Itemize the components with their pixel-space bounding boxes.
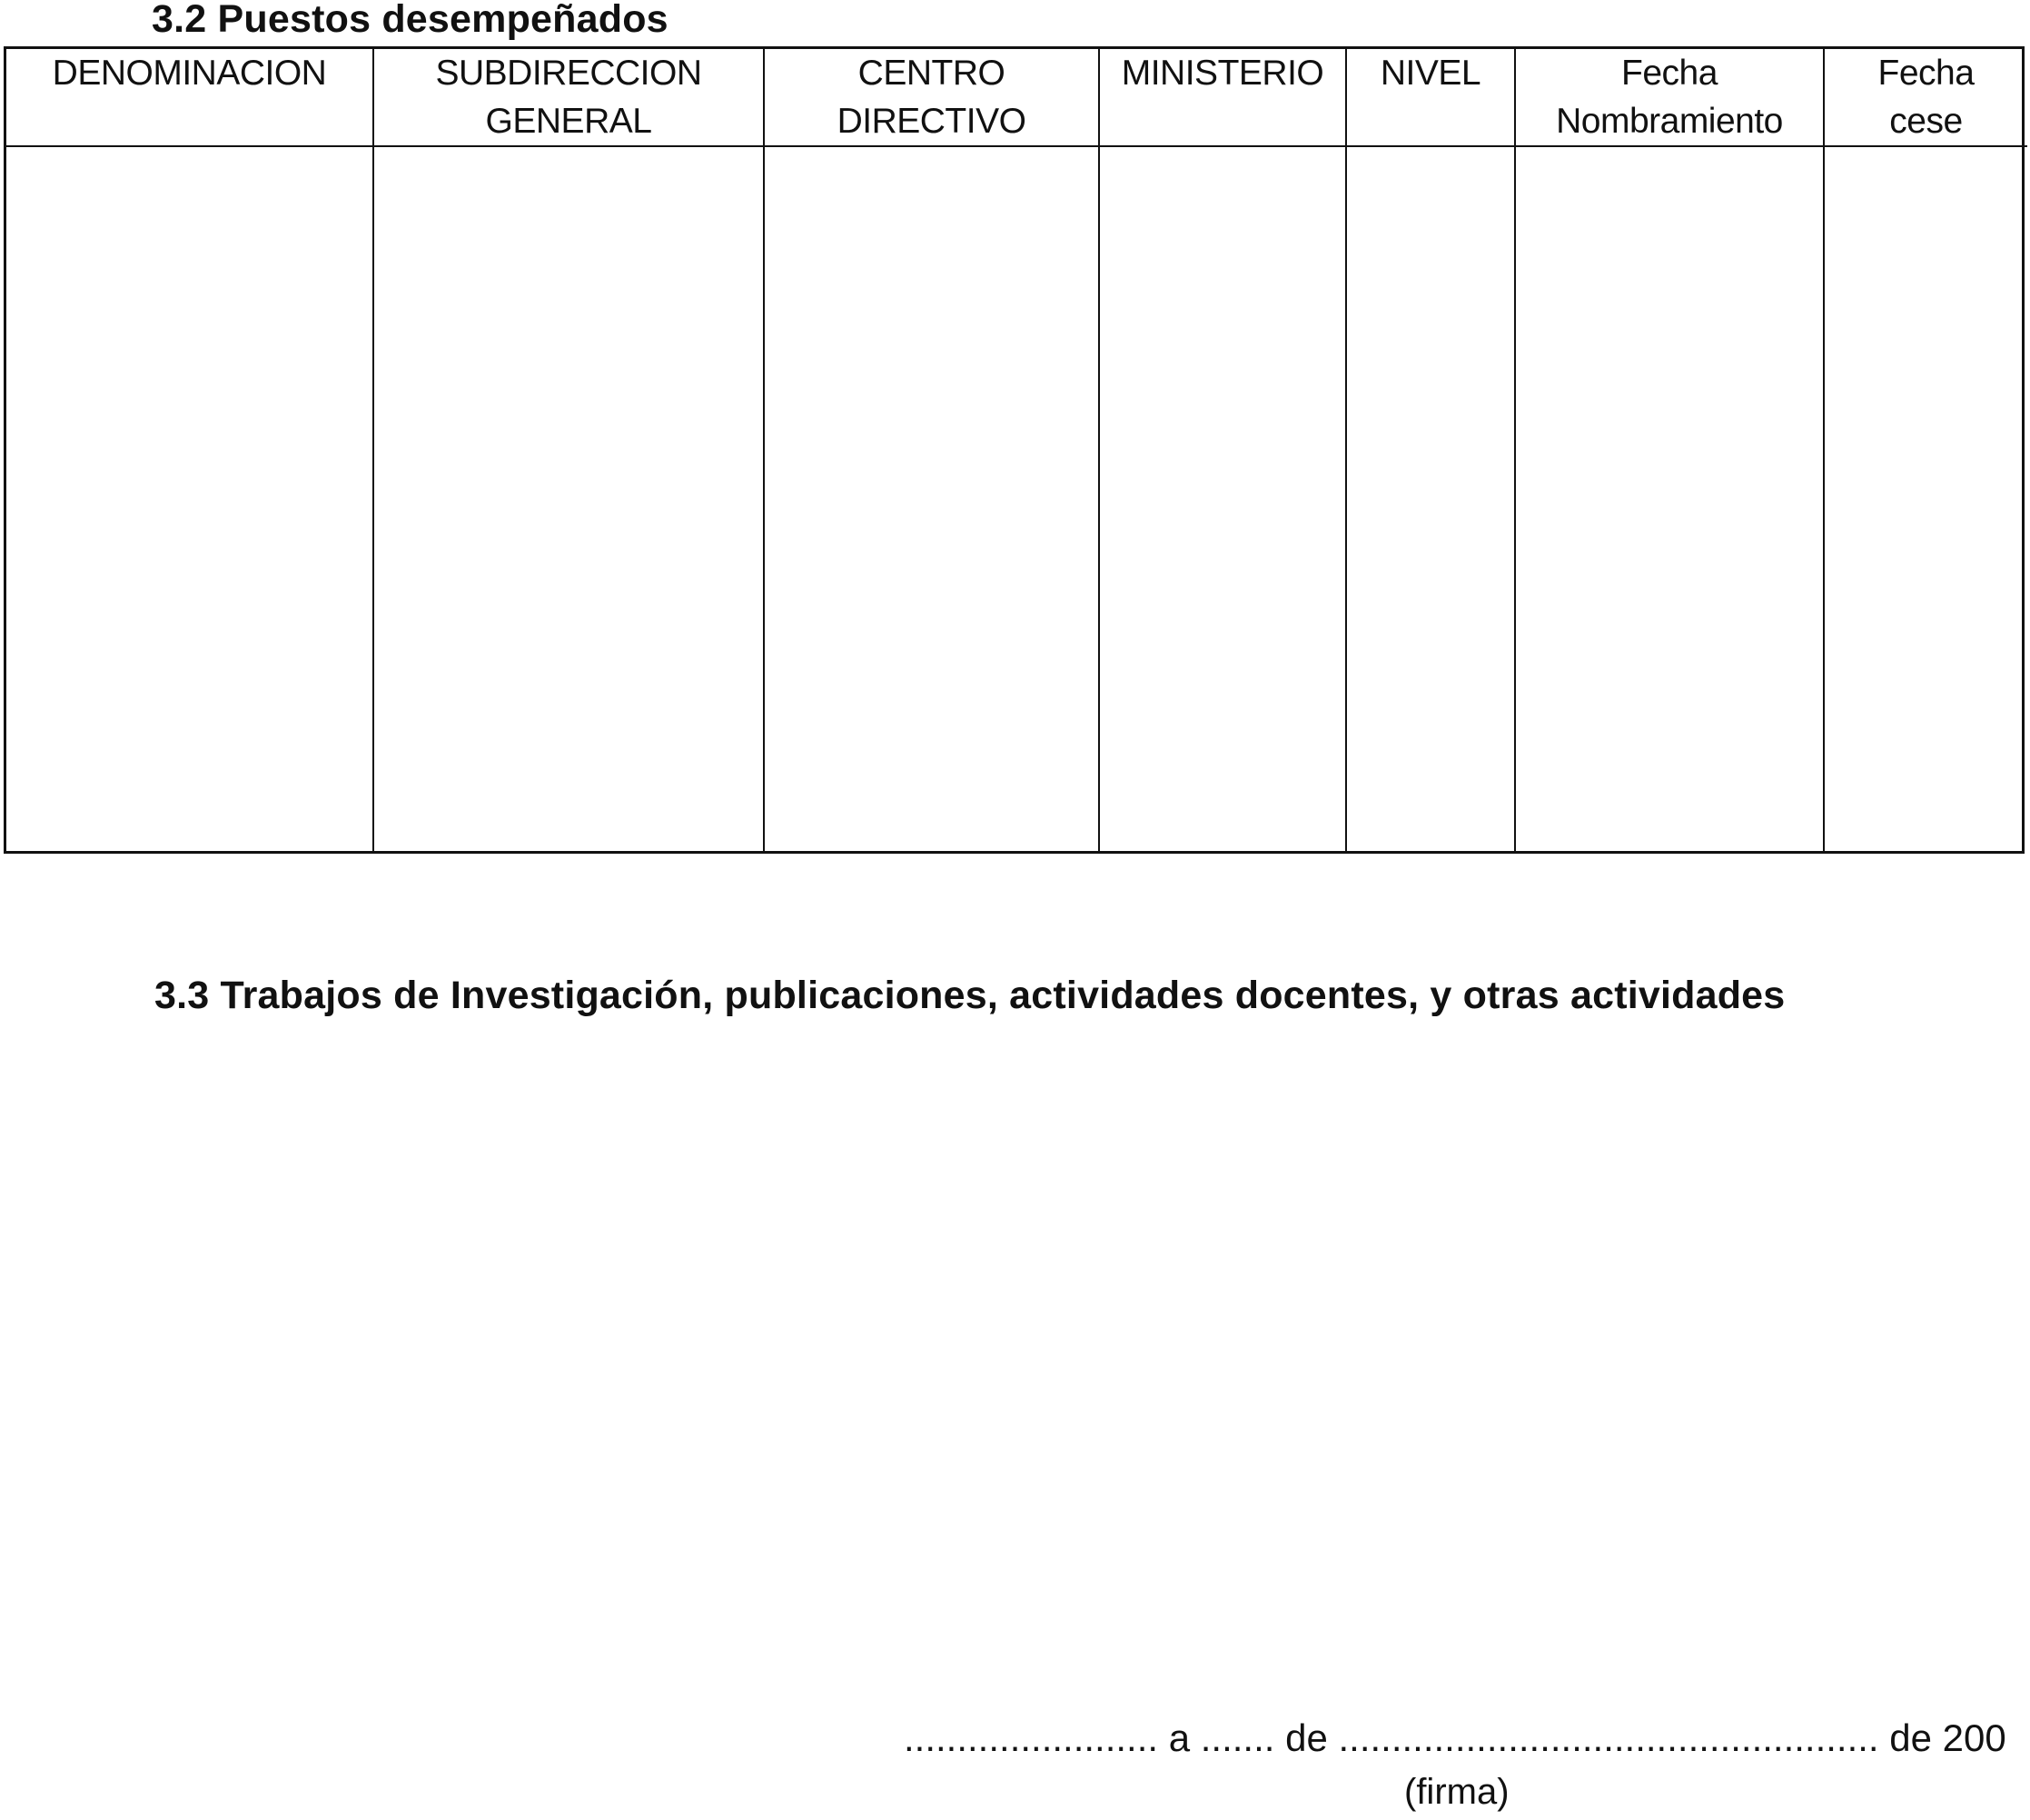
header-fecha-nombramiento: Fecha Nombramiento <box>1515 49 1824 146</box>
header-subdireccion-general: SUBDIRECCION GENERAL <box>373 49 764 146</box>
cell-denominacion[interactable] <box>6 146 373 851</box>
header-ministerio: MINISTERIO <box>1099 49 1346 146</box>
cell-subdireccion-general[interactable] <box>373 146 764 851</box>
section-3-3-title: 3.3 Trabajos de Investigación, publicaciones, actividades docentes, y otras actividades <box>154 974 1786 1017</box>
cell-ministerio[interactable] <box>1099 146 1346 851</box>
signature-date-line: ........................ a ....... de ................................................... de 200 <box>904 1716 2006 1759</box>
cell-nivel[interactable] <box>1346 146 1515 851</box>
section-3-2-title: 3.2 Puestos desempeñados <box>152 0 668 41</box>
header-denominacion: DENOMINACION <box>6 49 373 146</box>
header-fecha-cese: Fecha cese <box>1824 49 2027 146</box>
cell-centro-directivo[interactable] <box>764 146 1099 851</box>
puestos-table-frame <box>4 46 2025 854</box>
puestos-table <box>6 49 2027 851</box>
signature-label: (firma) <box>1404 1772 1510 1812</box>
table-row <box>6 146 2027 851</box>
table-header-row <box>6 49 2027 146</box>
cell-fecha-cese[interactable] <box>1824 146 2027 851</box>
cell-fecha-nombramiento[interactable] <box>1515 146 1824 851</box>
header-nivel: NIVEL <box>1346 49 1515 146</box>
header-centro-directivo: CENTRO DIRECTIVO <box>764 49 1099 146</box>
